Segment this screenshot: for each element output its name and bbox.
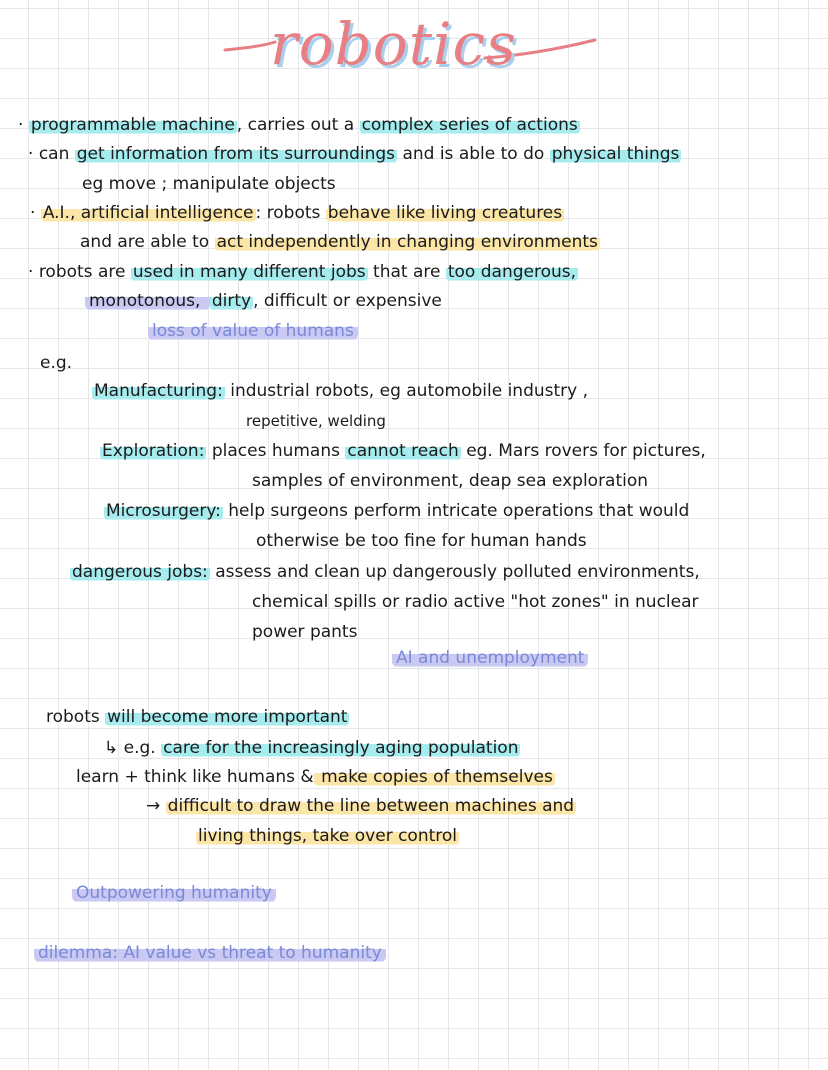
- term-manufacturing: Manufacturing:: [94, 381, 223, 401]
- loss-of-value-note: loss of value of humans: [148, 320, 358, 342]
- term-aging-population: care for the increasingly aging population: [163, 738, 519, 758]
- term-more-important: will become more important: [107, 707, 348, 727]
- term-exploration: Exploration:: [102, 441, 205, 461]
- bullet-icon: ·: [28, 262, 39, 282]
- term-take-over-control: living things, take over control: [198, 826, 458, 846]
- example-dangerous-jobs: dangerous jobs: assess and clean up dangerously polluted environments,: [72, 562, 700, 582]
- term-ai: A.I., artificial intelligence: [42, 203, 254, 223]
- manufacturing-line-2: repetitive, welding: [246, 412, 386, 430]
- dilemma-note: dilemma: AI value vs threat to humanity: [34, 942, 386, 964]
- jobs-line-2: monotonous, dirty , difficult or expensive: [85, 290, 442, 312]
- microsurgery-line-2: otherwise be too fine for human hands: [256, 531, 587, 551]
- eg-label: e.g.: [40, 353, 73, 373]
- term-act-independently: act independently in changing environments: [216, 232, 598, 252]
- dangerous-line-2: chemical spills or radio active "hot zones" in nuclear: [252, 592, 699, 612]
- line-living-things: [196, 825, 459, 847]
- arrow-right-icon: →: [146, 796, 166, 816]
- ai-line-2: and are able to act independently in changing environments: [80, 232, 598, 252]
- example-move: eg move ; manipulate objects: [82, 174, 336, 194]
- exploration-line-2: samples of environment, deap sea exploration: [252, 471, 649, 491]
- line-more-important: robots will become more important: [46, 707, 348, 727]
- term-complex-series: complex series of actions: [361, 115, 578, 135]
- term-difficult-line: difficult to draw the line between machines and: [167, 796, 575, 816]
- term-physical-things: physical things: [551, 144, 680, 164]
- line-learn-think: learn + think like humans & make copies of themselves: [76, 767, 553, 787]
- term-make-copies: make copies of themselves: [315, 767, 553, 787]
- bullet-icon: ·: [30, 203, 41, 223]
- bullet-icon: ·: [28, 144, 39, 164]
- term-microsurgery: Microsurgery:: [106, 501, 221, 521]
- ai-unemployment-note: AI and unemployment: [392, 647, 588, 669]
- term-programmable-machine: programmable machine: [30, 115, 235, 135]
- bullet-icon: ·: [18, 115, 29, 135]
- line-difficult: [146, 795, 576, 817]
- term-different-jobs: used in many different jobs: [132, 262, 366, 282]
- page-title: robotics: [270, 10, 517, 78]
- term-monotonous: monotonous,: [85, 291, 210, 311]
- example-microsurgery: Microsurgery: help surgeons perform intricate operations that would: [106, 501, 690, 521]
- term-too-dangerous: too dangerous,: [447, 262, 577, 282]
- term-behave-like-living: behave like living creatures: [327, 203, 563, 223]
- line-aging-population: ↳ e.g. care for the increasingly aging population: [104, 738, 519, 758]
- bullet-line-2: · can get information from its surroundings and is able to do physical things: [28, 144, 680, 164]
- term-dangerous-jobs: dangerous jobs:: [72, 562, 208, 582]
- term-information: get information from its surroundings: [76, 144, 396, 164]
- dangerous-line-3: power pants: [252, 622, 358, 642]
- bullet-line-ai: · A.I., artificial intelligence : robots behave like living creatures: [30, 203, 563, 223]
- example-exploration: Exploration: places humans cannot reach eg. Mars rovers for pictures,: [102, 441, 706, 461]
- bullet-line-jobs: · robots are used in many different jobs that are too dangerous,: [28, 262, 577, 282]
- return-arrow-icon: ↳: [104, 738, 124, 758]
- term-cannot-reach: cannot reach: [347, 441, 459, 461]
- bullet-line-1: · programmable machine , carries out a complex series of actions: [18, 115, 578, 135]
- outpowering-note: Outpowering humanity: [72, 882, 276, 904]
- term-dirty: dirty: [211, 291, 252, 311]
- example-manufacturing: Manufacturing: industrial robots, eg automobile industry ,: [94, 381, 589, 401]
